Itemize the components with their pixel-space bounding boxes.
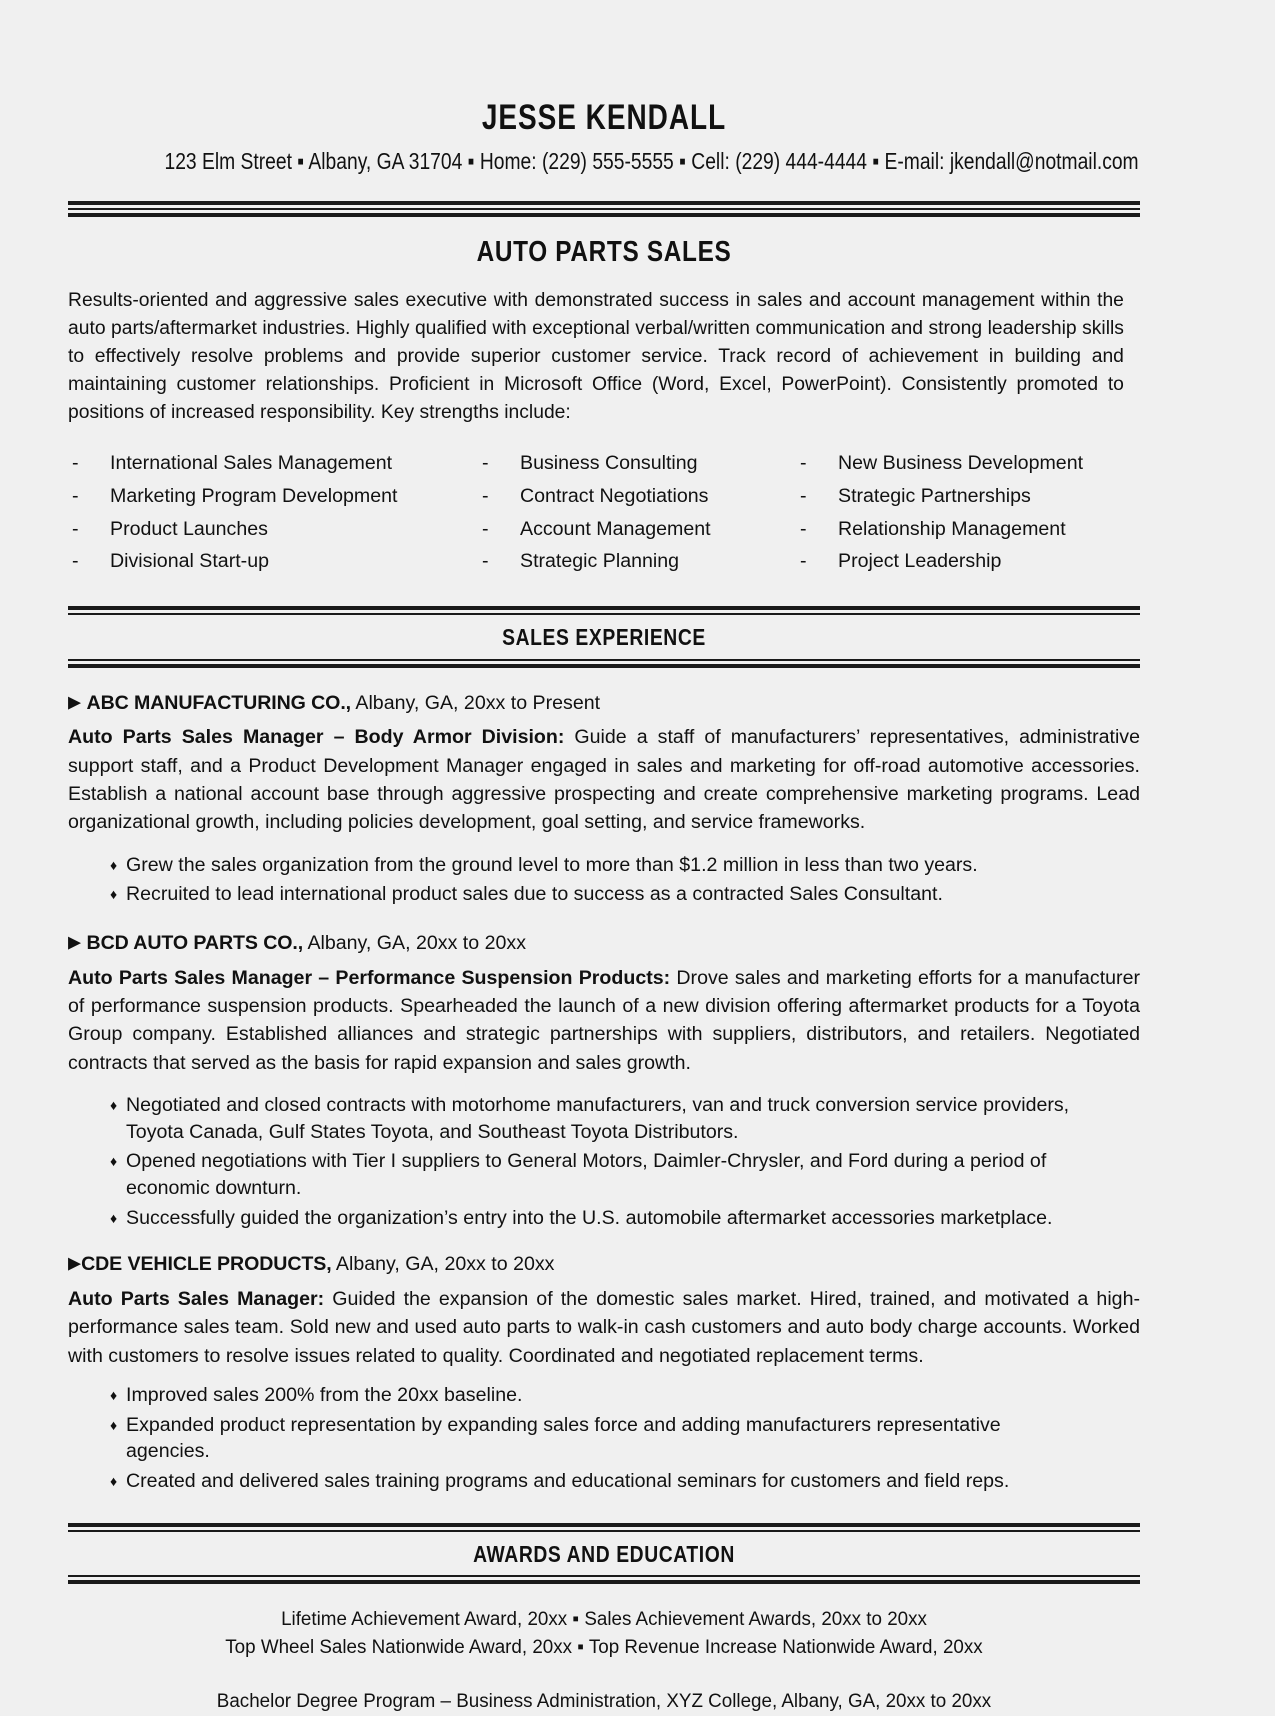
list-item: [68, 1092, 1140, 1145]
company-heading: [68, 1253, 1140, 1277]
divider-rule-thick-top: [68, 201, 1140, 205]
divider-rule-thick-bottom: [68, 213, 1140, 217]
skill-label: Account Management: [520, 517, 711, 540]
role-description: [68, 964, 1140, 1078]
heading-rule-thin-bottom: [68, 659, 1140, 661]
dash-bullet-icon: -: [800, 452, 807, 475]
spacer: [68, 1662, 1140, 1688]
skill-label: Strategic Partnerships: [838, 484, 1031, 507]
role-title: Auto Parts Sales Manager – Performance Suspension Products:: [68, 966, 671, 989]
dash-bullet-icon: -: [482, 484, 489, 507]
professional-summary: Results-oriented and aggressive sales executive with demonstrated success in sales and account management within the auto parts/aftermarket industries. Highly qualified with exceptional verbal/written communication and strong leadership skills to effectively resolve problems and provide superior customer service. Track record of achievement in building and maintaining customer relationships. Proficient in Microsoft Office (Word, Excel, PowerPoint). Consistently promoted to positions of increased responsibility. Key strengths include:: [68, 288, 1124, 423]
dash-bullet-icon: -: [482, 517, 489, 540]
triangle-bullet-icon: ▶: [68, 1253, 82, 1273]
skills-column-1: [68, 448, 478, 578]
divider-rule-thin: [68, 208, 1140, 210]
list-item: [68, 1468, 1140, 1495]
experience-entry: [68, 692, 1140, 908]
dash-bullet-icon: -: [482, 452, 489, 475]
list-item: [68, 448, 478, 481]
experience-entry: [68, 1253, 1140, 1494]
awards-line-1: Lifetime Achievement Award, 20xx ▪ Sales Achievement Awards, 20xx to 20xx: [281, 1608, 927, 1631]
skill-label: Contract Negotiations: [520, 484, 709, 507]
dash-bullet-icon: -: [482, 550, 489, 573]
dash-bullet-icon: -: [800, 484, 807, 507]
skill-label: Project Leadership: [838, 550, 1002, 573]
company-heading: [68, 932, 1140, 956]
achievement-text: Created and delivered sales training programs and educational seminars for customers and field reps.: [126, 1470, 1010, 1492]
header-divider: [68, 201, 1140, 215]
list-item: [478, 480, 796, 513]
page-title: JESSE KENDALL: [481, 98, 727, 137]
awards-line-2: Top Wheel Sales Nationwide Award, 20xx ▪ Top Revenue Increase Nationwide Award, 20xx: [225, 1635, 983, 1658]
diamond-bullet-icon: ♦: [110, 1209, 118, 1226]
achievement-text: Grew the sales organization from the ground level to more than $1.2 million in less than two years.: [126, 853, 978, 876]
company-name: ABC MANUFACTURING CO.,: [86, 691, 352, 714]
role-description: [68, 723, 1140, 837]
skill-label: Divisional Start-up: [110, 550, 269, 573]
skill-label: Product Launches: [110, 517, 268, 540]
role-description: [68, 1285, 1140, 1370]
list-item: [68, 881, 1140, 908]
role-body-text: Guided the expansion of the domestic sales market. Hired, trained, and motivated a high-performance sales team. Sold new and used auto parts to walk-in cash customers and auto body charge accounts. Worked with customers to resolve issues related to quality. Coordinated and negotiated replacement terms.: [68, 1287, 1140, 1367]
skills-column-3: [796, 448, 1140, 578]
diamond-bullet-icon: ♦: [110, 1387, 118, 1404]
skill-label: Relationship Management: [838, 517, 1066, 540]
dash-bullet-icon: -: [72, 517, 79, 540]
list-item: [796, 448, 1140, 481]
skills-column-2: [478, 448, 796, 578]
role-body-text: Drove sales and marketing efforts for a manufacturer of performance suspension products. Spearheaded the launch of a new division offering aftermarket products for a Toyota Group company. Established alliances and strategic partnerships with suppliers, distributors, and retailers. Negotiated contracts that served as the basis for rapid expansion and sales growth.: [68, 966, 1140, 1074]
role-title: Auto Parts Sales Manager – Body Armor Division:: [68, 726, 565, 749]
skill-label: International Sales Management: [110, 452, 393, 475]
objective-title: AUTO PARTS SALES: [476, 235, 732, 268]
dash-bullet-icon: -: [800, 550, 807, 573]
role-title: Auto Parts Sales Manager:: [68, 1287, 325, 1310]
diamond-bullet-icon: ♦: [110, 886, 118, 903]
list-item: [68, 852, 1140, 879]
achievement-list: [68, 852, 1140, 908]
company-meta: Albany, GA, 20xx to Present: [351, 691, 601, 714]
heading-rule-thin-bottom: [68, 1575, 1140, 1577]
dash-bullet-icon: -: [72, 452, 79, 475]
experience-entry: [68, 932, 1140, 1231]
heading-rule-thick-top: [68, 1523, 1140, 1527]
resume-sheet: [68, 0, 1140, 1716]
list-item: [68, 513, 478, 546]
triangle-bullet-icon: ▶: [68, 692, 82, 712]
list-item: [68, 1412, 1140, 1465]
achievement-text: Negotiated and closed contracts with motorhome manufacturers, van and truck conversion service providers, Toyota Canada, Gulf States Toyota, and Southeast Toyota Distributors.: [126, 1094, 1070, 1143]
company-meta: Albany, GA, 20xx to 20xx: [303, 932, 526, 955]
diamond-bullet-icon: ♦: [110, 1097, 118, 1114]
list-item: [478, 513, 796, 546]
diamond-bullet-icon: ♦: [110, 1473, 118, 1489]
list-item: [478, 448, 796, 481]
list-item: [478, 546, 796, 579]
company-meta: Albany, GA, 20xx to 20xx: [331, 1253, 555, 1276]
company-name: BCD AUTO PARTS CO.,: [86, 932, 304, 955]
education-line: Bachelor Degree Program – Business Administration, XYZ College, Albany, GA, 20xx to 20xx: [216, 1689, 992, 1712]
dash-bullet-icon: -: [72, 550, 79, 573]
awards-education-block: [68, 1606, 1140, 1715]
company-name: CDE VEHICLE PRODUCTS,: [81, 1253, 332, 1276]
achievement-list: [68, 1382, 1140, 1495]
achievement-list: [68, 1092, 1140, 1231]
achievement-text: Successfully guided the organization’s entry into the U.S. automobile aftermarket accessories marketplace.: [126, 1206, 1053, 1229]
list-item: [68, 1205, 1140, 1232]
list-item: [796, 480, 1140, 513]
section-heading-experience: [68, 606, 1140, 667]
heading-rule-thick-bottom: [68, 1580, 1140, 1584]
achievement-text: Expanded product representation by expanding sales force and adding manufacturers representative agencies.: [126, 1413, 1001, 1463]
section-heading-label: AWARDS AND EDUCATION: [473, 1540, 735, 1567]
skill-label: Strategic Planning: [520, 550, 680, 573]
key-strengths-grid: [68, 448, 1140, 578]
achievement-text: Improved sales 200% from the 20xx baseline.: [126, 1384, 523, 1407]
list-item: [796, 513, 1140, 546]
dash-bullet-icon: -: [72, 484, 79, 507]
section-heading-label: SALES EXPERIENCE: [502, 624, 706, 651]
role-body-text: Guide a staff of manufacturers’ representatives, administrative support staff, and a Product Development Manager engaged in sales and marketing for off-road automotive accessories. Establish a national account base through aggressive prospecting and create comprehensive marketing programs. Lead organizational growth, including policies development, goal setting, and service frameworks.: [68, 726, 1140, 834]
section-heading-awards: [68, 1523, 1140, 1584]
list-item: [68, 480, 478, 513]
skill-label: Marketing Program Development: [110, 484, 398, 507]
heading-rule-thick-top: [68, 606, 1140, 610]
diamond-bullet-icon: ♦: [110, 1416, 118, 1433]
skill-label: Business Consulting: [520, 452, 698, 475]
list-item: [68, 1382, 1140, 1409]
list-item: [68, 1148, 1140, 1201]
contact-line: 123 Elm Street ▪ Albany, GA 31704 ▪ Home: (229) 555-5555 ▪ Cell: (229) 444-4444 ▪ E-mail: jkendall@notmail.com: [164, 148, 1139, 174]
dash-bullet-icon: -: [800, 517, 807, 540]
diamond-bullet-icon: ♦: [110, 856, 118, 873]
triangle-bullet-icon: ▶: [68, 932, 82, 952]
achievement-text: Recruited to lead international product sales due to success as a contracted Sales Consultant.: [126, 883, 943, 906]
diamond-bullet-icon: ♦: [110, 1153, 118, 1170]
company-heading: [68, 692, 1140, 716]
heading-rule-thick-bottom: [68, 664, 1140, 668]
list-item: [796, 546, 1140, 579]
achievement-text: Opened negotiations with Tier I suppliers to General Motors, Daimler-Chrysler, and Ford during a period of economic downturn.: [126, 1150, 1047, 1200]
list-item: [68, 546, 478, 579]
skill-label: New Business Development: [838, 452, 1084, 475]
